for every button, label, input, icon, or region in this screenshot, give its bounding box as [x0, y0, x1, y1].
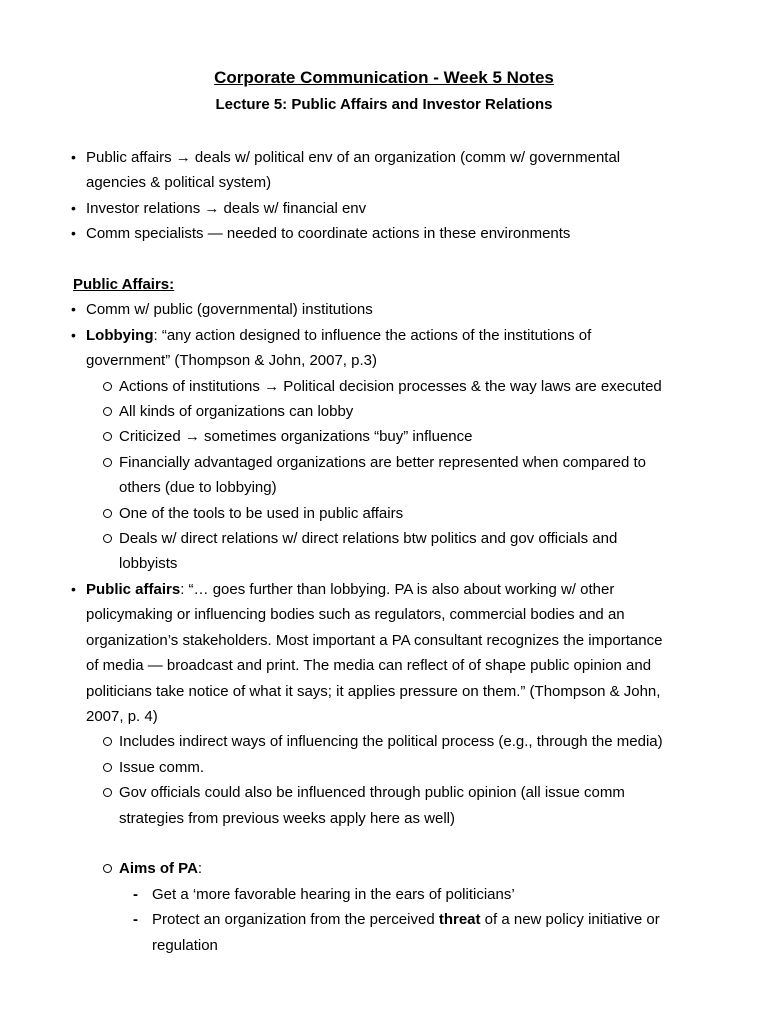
pa-item-public-affairs: • Public affairs: “… goes further than lobbying. PA is also about working w/ other policymaking or influencing bodies such as regulators, commercial bodies and an organization’s stakeholders. Most important a PA consultant recognizes the importance of media — broadcast and print. The media can reflect of of shape public opinion and politicians take notice of what it says; it applies pressure on them.” (Thompson & John, 2007, p. 4)	[0, 577, 768, 729]
lobbying-sub-item: Deals w/ direct relations w/ direct relations btw politics and gov officials and lobbyists	[0, 526, 768, 577]
notes-body	[0, 145, 768, 958]
dash-bullet-icon: -	[133, 911, 138, 929]
spacer	[0, 831, 768, 856]
circle-bullet-icon	[103, 788, 112, 797]
circle-bullet-icon	[103, 737, 112, 746]
circle-bullet-icon	[103, 763, 112, 772]
intro-item-comm-specialists: • Comm specialists — needed to coordinate actions in these environments	[0, 221, 768, 246]
term-public-affairs: Public affairs	[86, 580, 181, 598]
bullet-icon: •	[71, 149, 76, 165]
spacer	[0, 247, 768, 272]
pa-item-comm: • Comm w/ public (governmental) institutions	[0, 297, 768, 322]
circle-bullet-icon	[103, 534, 112, 543]
public-affairs-sub-item: Issue comm.	[0, 755, 768, 780]
term-lobbying: Lobbying	[86, 326, 154, 344]
circle-bullet-icon	[103, 407, 112, 416]
bullet-icon: •	[71, 326, 76, 343]
term-aims-of-pa: Aims of PA	[119, 860, 198, 878]
circle-bullet-icon	[103, 864, 112, 873]
lobbying-sub-item: Financially advantaged organizations are better represented when compared to others (due to lobbying)	[0, 450, 768, 501]
public-affairs-sub-item: Gov officials could also be influenced through public opinion (all issue comm strategies from previous weeks apply here as well)	[0, 780, 768, 831]
bullet-icon: •	[71, 580, 76, 597]
bullet-icon: •	[71, 199, 76, 216]
lobbying-sub-item: Criticized → sometimes organizations “buy” influence	[0, 424, 768, 449]
circle-bullet-icon	[103, 382, 112, 391]
pa-item-lobbying: • Lobbying: “any action designed to influence the actions of the institutions of government” (Thompson & John, 2007, p.3)	[0, 323, 768, 374]
circle-bullet-icon	[103, 458, 112, 467]
document-subtitle: Lecture 5: Public Affairs and Investor Relations	[215, 96, 553, 113]
bullet-icon: •	[71, 225, 76, 242]
public-affairs-sub-item: Includes indirect ways of influencing the political process (e.g., through the media)	[0, 729, 768, 754]
lobbying-sub-item: All kinds of organizations can lobby	[0, 399, 768, 424]
document-title: Corporate Communication - Week 5 Notes	[214, 68, 554, 87]
lobbying-sub-item: Actions of institutions → Political decision processes & the way laws are executed	[0, 374, 768, 399]
circle-bullet-icon	[103, 509, 112, 518]
aim-item: - Protect an organization from the perceived threat of a new policy initiative or regulation	[0, 907, 768, 958]
section-heading-public-affairs: Public Affairs:	[73, 276, 175, 294]
circle-bullet-icon	[103, 432, 112, 441]
dash-bullet-icon: -	[133, 885, 138, 903]
lobbying-sub-item: One of the tools to be used in public affairs	[0, 501, 768, 526]
bullet-icon: •	[71, 301, 76, 318]
intro-item-investor-relations: • Investor relations → deals w/ financial env	[0, 196, 768, 221]
term-threat: threat	[438, 911, 481, 929]
intro-item-public-affairs: • Public affairs → deals w/ political env of an organization (comm w/ governmental agencies & political system)	[0, 145, 768, 196]
aims-of-pa-item: Aims of PA:	[0, 856, 768, 881]
aim-item: - Get a ‘more favorable hearing in the ears of politicians’	[0, 882, 768, 907]
